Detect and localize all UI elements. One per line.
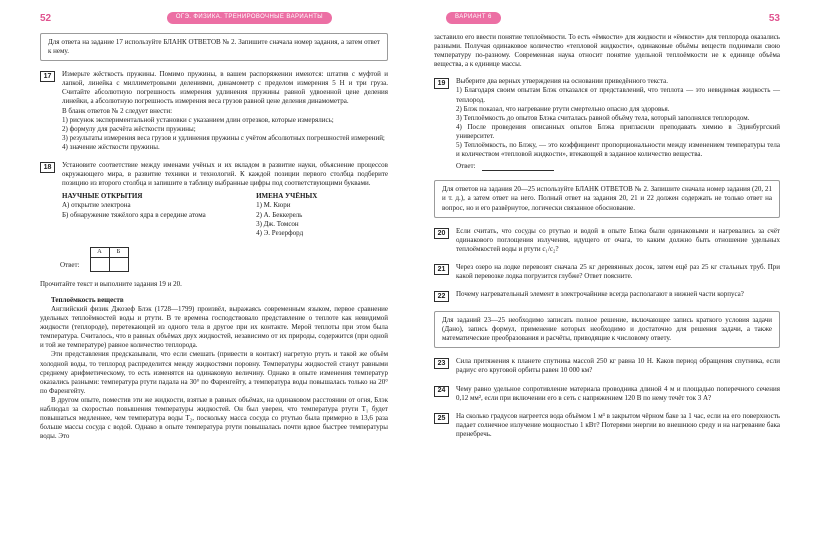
- question-22: [434, 290, 780, 302]
- reading-paragraph: В другом опыте, поместив эти же жидкости, взятые в равных объёмах, на одинаковом расстоянии от огня, Блэк наблюдал за скоростью повышения температуры жидкостей. Он был уверен, что температура ртути T₁ будет повышаться медленнее, чем температура воды T₂, поскольку масса сосуда со ртутью была примерно в 13,6 раза больше массы сосуда с водой. Однако в опыте температура ртути повышалась почти вдвое быстрее температуры воды. Это: [40, 395, 388, 441]
- question-23: [434, 357, 780, 375]
- answer-table-header-b: Б: [109, 247, 128, 257]
- question-20-text: Если считать, что сосуды со ртутью и водой в опыте Блэка были одинаковыми и нагревались за счёт одинакового поглощения излучения, идущего от очага, то каким должно быть отношение удельных теплоёмкостей воды и ртути c₁/c₂?: [456, 226, 780, 253]
- question-18: [40, 161, 388, 238]
- instruction-box-tasks-23-25-text: Для заданий 23—25 необходимо записать полное решение, включающее запись краткого условия задачи (Дано), запись формул, применение которых необходимо и достаточно для решения задачи, а также математические преобразования и расчёты, приводящие к числовому ответу.: [442, 316, 772, 343]
- question-25: [434, 412, 780, 439]
- question-21: [434, 263, 780, 281]
- question-24: [434, 385, 780, 403]
- question-18-answer-row: [60, 247, 388, 272]
- reading-paragraph: Английский физик Джозеф Блэк (1728—1799) произвёл, выражаясь современным языком, первое сравнение удельных теплоёмкостей воды и ртути. В те времена господствовало представление о теплоте как невидимой жидкости (теплороде), перетекающей из одного тела в другое при их контакте. Мерой теплоты при этом была температура. Считалось, что в равных объёмах двух жидкостей, независимо от их природы, содержится (при одной и той же температуре) равное количество теплорода.: [40, 304, 388, 350]
- question-19-option: 3) Теплоёмкость до опытов Блэка считалась равной объёму тела, который заполнялся теплородом.: [456, 113, 750, 122]
- question-19-option: 1) Благодаря своим опытам Блэк отказался от представлений, что теплота — это невидимая жидкость — теплород.: [456, 86, 780, 104]
- answer-blank-line: [482, 163, 554, 171]
- answer-table-header-a: А: [90, 247, 109, 257]
- question-22-number: 22: [434, 291, 449, 302]
- question-24-number: 24: [434, 386, 449, 397]
- question-19-option: 4) После проведения описанных опытов Блэка пригласили преподавать химию в Эдинбургский университет.: [456, 122, 780, 140]
- reading-paragraph: Эти представления предсказывали, что если смешать (привести в контакт) нагретую ртуть и такой же объём холодной воды, то теплород распределится между жидкостями поровну. Температуры жидкостей станут равными среднему арифметическому, то есть изменятся на одинаковую величину. Однако в опыте изменения температур оказались разными: температура ртути падала на 30° по Фаренгейту, а температура воды повышалась только на 20° по Фаренгейту.: [40, 350, 388, 395]
- question-18-body: [62, 161, 388, 238]
- matching-left-item: Б) обнаружение тяжёлого ядра в середине атома: [62, 210, 206, 219]
- question-19-option: 2) Блэк показал, что нагревание ртути смертельно опасно для здоровья.: [456, 104, 670, 113]
- question-17-number: 17: [40, 71, 55, 82]
- reading-text-continued: [434, 33, 780, 69]
- question-22-text: Почему нагревательный элемент в электрочайнике всегда располагают в нижней части корпуса?: [456, 290, 744, 299]
- question-17-intro: Измерьте жёсткость пружины. Помимо пружины, в вашем распоряжении имеются: штатив с муфтой и лапкой, линейка с миллиметровыми делениями, динамометр с пределом измерения 5 Н и три груза. Считайте абсолютную погрешность измерения удлинения пружины равной удвоенной цене деления линейки, а абсолютную погрешность измерения веса грузов равной цене деления динамометра.: [62, 70, 388, 106]
- matching-right-item: 4) Э. Резерфорд: [256, 228, 304, 237]
- question-18-number: 18: [40, 162, 55, 173]
- matching-right-header: ИМЕНА УЧЁНЫХ: [256, 192, 318, 201]
- instruction-box-tasks-23-25: [434, 311, 780, 348]
- question-17-item: 4) значение жёсткости пружины.: [62, 142, 160, 151]
- instruction-box-task17: [40, 33, 388, 61]
- matching-left-item: А) открытие электрона: [62, 201, 131, 210]
- matching-right-column: [256, 192, 388, 237]
- question-17-body: [62, 70, 388, 152]
- question-17-item: 3) результаты измерения веса грузов и удлинения пружины с учётом абсолютных погрешностей измерений;: [62, 133, 385, 142]
- question-19-option: 5) Теплоёмкость, по Блэку, — это коэффициент пропорциональности между изменением температуры тела и количеством «тепловой жидкости», втекающей в заданное количество вещества.: [456, 141, 780, 159]
- reading-title: Теплоёмкость веществ: [51, 295, 124, 304]
- left-page-number: 52: [40, 12, 52, 24]
- instruction-box-tasks-20-25-text: Для ответов на задания 20—25 используйте БЛАНК ОТВЕТОВ № 2. Запишите сначала номер задания (20, 21 и т. д.), а затем ответ на него. Полный ответ на задания 20, 21 и 22 должен содержать не только ответ на вопрос, но и его развёрнутое, логически связанное обоснование.: [442, 185, 772, 212]
- question-17-item: 1) рисунок экспериментальной установки с указанием длин отрезков, которые измерялись;: [62, 115, 334, 124]
- question-20-number: 20: [434, 228, 449, 239]
- question-19-answer-row: [456, 162, 780, 171]
- right-page-header: [434, 11, 780, 25]
- answer-table-cell-b: [109, 257, 128, 271]
- question-23-number: 23: [434, 358, 449, 369]
- question-25-text: На сколько градусов нагреется вода объёмом 1 м³ в закрытом чёрном баке за 1 час, если на его поверхность падает солнечное излучение мощностью 1 кВт? Потерями энергии во внешнюю среду и на нагревание бака пренебречь.: [456, 411, 780, 438]
- reading-text: [40, 296, 388, 442]
- answer-table-cell-a: [90, 257, 109, 271]
- question-24-text: Чему равно удельное сопротивление материала проводника длиной 4 м и площадью поперечного сечения 0,12 мм², если при включении его в сеть с напряжением 120 В по нему течёт ток 3 А?: [456, 384, 780, 402]
- matching-columns: [62, 192, 388, 237]
- question-17-list-intro: В бланк ответов № 2 следует внести:: [62, 106, 173, 115]
- page-53: [410, 0, 820, 553]
- question-18-text: Установите соответствие между именами учёных и их вкладом в развитие науки, объяснение процессов окружающего мира, в развитие техники и технологий. К каждой позиции первого столбца подберите позицию из второго столбца и запишите в таблицу выбранные цифры под соответствующими буквами.: [62, 161, 388, 188]
- matching-right-item: 2) А. Беккерель: [256, 210, 303, 219]
- answer-label: Ответ:: [60, 260, 80, 269]
- matching-right-item: 3) Дж. Томсон: [256, 219, 299, 228]
- question-25-number: 25: [434, 413, 449, 424]
- answer-table: [90, 247, 129, 272]
- right-running-title: ВАРИАНТ 6: [446, 12, 501, 25]
- question-17: [40, 70, 388, 152]
- question-19-number: 19: [434, 78, 449, 89]
- matching-left-column: [62, 192, 240, 237]
- left-page-header: [40, 11, 388, 25]
- question-20: [434, 227, 780, 254]
- left-running-title: ОГЭ. ФИЗИКА. ТРЕНИРОВОЧНЫЕ ВАРИАНТЫ: [167, 12, 332, 25]
- right-page-number: 53: [768, 12, 780, 24]
- question-23-text: Сила притяжения к планете спутника массой 250 кг равна 10 Н. Каков период обращения спутника, если радиус его круговой орбиты равен 10 000 км?: [456, 357, 780, 375]
- question-19-intro: Выберите два верных утверждения на основании приведённого текста.: [456, 77, 669, 86]
- matching-right-item: 1) М. Кюри: [256, 201, 291, 210]
- question-19-body: [456, 77, 780, 171]
- answer-label: Ответ:: [456, 162, 476, 171]
- question-19: [434, 77, 780, 171]
- reading-instruction: Прочитайте текст и выполните задания 19 и 20.: [40, 279, 182, 288]
- instruction-box-tasks-20-25: [434, 180, 780, 217]
- instruction-box-task17-text: Для ответа на задание 17 используйте БЛАНК ОТВЕТОВ № 2. Запишите сначала номер задания, а затем ответ к нему.: [48, 38, 380, 56]
- question-21-number: 21: [434, 264, 449, 275]
- matching-left-header: НАУЧНЫЕ ОТКРЫТИЯ: [62, 192, 143, 201]
- reading-paragraph-continued: заставило его ввести понятие теплоёмкости. То есть «ёмкости» для жидкости и «ёмкости» для теплорода оказались разными. Получая одинаковое количество «тепловой жидкости», одинаковые объёмы веществ поднимали свою температуру по-разному. Современная наука относит понятие удельной теплоёмкости не к единице объёма вещества, а к единице массы.: [434, 33, 780, 69]
- question-17-item: 2) формулу для расчёта жёсткости пружины;: [62, 124, 196, 133]
- question-21-text: Через озеро на лодке перевозят сначала 25 кг деревянных досок, затем ещё раз 25 кг стальных труб. При какой перевозке лодка погрузится глубже? Ответ поясните.: [456, 262, 780, 280]
